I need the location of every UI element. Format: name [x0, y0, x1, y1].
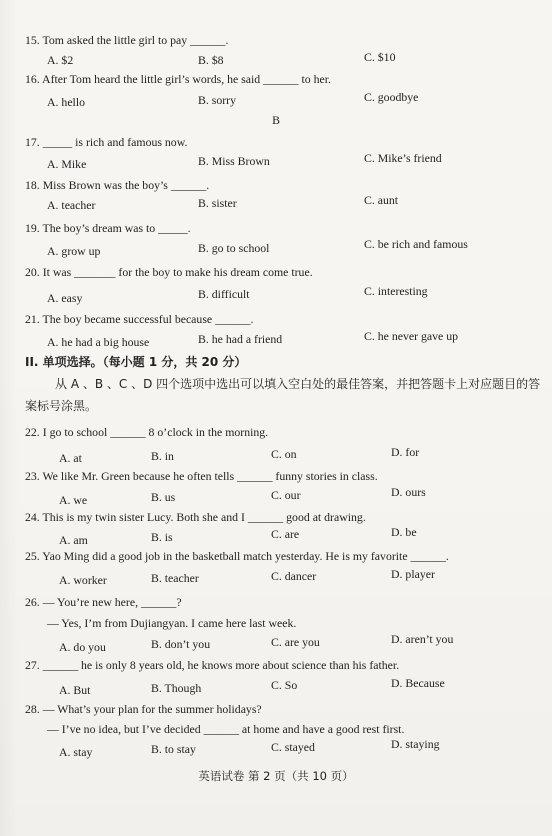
question-16: 16. After Tom heard the little girl’s words, he said ______ to her. — [25, 72, 331, 86]
option-15-b: B. $8 — [198, 53, 224, 67]
option-21-c: C. he never gave up — [364, 329, 459, 343]
option-28-b: B. to stay — [151, 742, 196, 756]
section-ii-heading: II. 单项选择。（每小题 1 分，共 20 分） — [25, 355, 247, 369]
option-21-b: B. he had a friend — [198, 332, 283, 346]
question-15: 15. Tom asked the little girl to pay ______. — [25, 33, 229, 47]
option-16-b: B. sorry — [198, 93, 237, 107]
option-19-c: C. be rich and famous — [364, 237, 468, 251]
option-15-a: A. $2 — [47, 53, 74, 67]
option-28-d: D. staying — [391, 737, 440, 751]
question-28-reply: — I’ve no idea, but I’ve decided ______ at home and have a good rest first. — [47, 722, 405, 736]
option-23-d: D. ours — [391, 485, 426, 499]
option-25-d: D. player — [391, 567, 435, 581]
option-22-d: D. for — [391, 445, 420, 459]
option-18-b: B. sister — [198, 196, 237, 210]
option-20-a: A. easy — [47, 291, 83, 305]
question-24: 24. This is my twin sister Lucy. Both she and I ______ good at drawing. — [25, 510, 366, 524]
option-28-a: A. stay — [59, 745, 93, 759]
option-21-a: A. he had a big house — [47, 335, 150, 349]
option-18-a: A. teacher — [47, 198, 96, 212]
question-19: 19. The boy’s dream was to _____. — [25, 221, 191, 235]
question-22: 22. I go to school ______ 8 o’clock in the morning. — [25, 425, 269, 439]
option-27-b: B. Though — [151, 681, 202, 695]
page-footer: 英语试卷 第 2 页（共 10 页） — [198, 769, 354, 783]
option-20-c: C. interesting — [364, 284, 428, 298]
question-17: 17. _____ is rich and famous now. — [25, 135, 188, 149]
option-15-c: C. $10 — [364, 50, 396, 64]
question-21: 21. The boy became successful because ______. — [25, 312, 254, 326]
option-24-d: D. be — [391, 525, 417, 539]
option-23-c: C. our — [271, 488, 301, 502]
question-26-reply: — Yes, I’m from Dujiangyan. I came here last week. — [47, 616, 297, 630]
option-24-c: C. are — [271, 527, 300, 541]
option-23-a: A. we — [59, 493, 88, 507]
option-17-b: B. Miss Brown — [198, 154, 270, 168]
question-27: 27. ______ he is only 8 years old, he knows more about science than his father. — [25, 658, 400, 672]
option-22-c: C. on — [271, 447, 297, 461]
option-26-d: D. aren’t you — [391, 632, 454, 646]
option-18-c: C. aunt — [364, 193, 399, 207]
option-26-b: B. don’t you — [151, 637, 211, 651]
question-25: 25. Yao Ming did a good job in the basketball match yesterday. He is my favorite ______. — [25, 549, 449, 563]
option-27-a: A. But — [59, 683, 91, 697]
question-20: 20. It was _______ for the boy to make his dream come true. — [25, 265, 313, 279]
question-18: 18. Miss Brown was the boy’s ______. — [25, 178, 210, 192]
option-24-a: A. am — [59, 533, 88, 547]
question-28: 28. — What’s your plan for the summer holidays? — [25, 702, 262, 716]
option-27-c: C. So — [271, 678, 298, 692]
option-17-a: A. Mike — [47, 157, 87, 171]
option-24-b: B. is — [151, 530, 173, 544]
section-ii-instruction-line-1: 从 A 、B 、C 、D 四个选项中选出可以填入空白处的最佳答案，并把答题卡上对应题目的答 — [55, 377, 541, 391]
option-16-a: A. hello — [47, 95, 86, 109]
option-17-c: C. Mike’s friend — [364, 151, 442, 165]
option-27-d: D. Because — [391, 676, 445, 690]
option-23-b: B. us — [151, 490, 176, 504]
option-26-c: C. are you — [271, 635, 320, 649]
section-b-label: B — [272, 113, 280, 127]
option-22-a: A. at — [59, 451, 82, 465]
option-25-a: A. worker — [59, 573, 107, 587]
option-16-c: C. goodbye — [364, 90, 419, 104]
option-25-b: B. teacher — [151, 571, 199, 585]
option-22-b: B. in — [151, 449, 174, 463]
section-ii-instruction-line-2: 案标号涂黑。 — [25, 399, 98, 413]
option-25-c: C. dancer — [271, 569, 317, 583]
option-26-a: A. do you — [59, 640, 106, 654]
option-19-b: B. go to school — [198, 241, 270, 255]
question-23: 23. We like Mr. Green because he often tells ______ funny stories in class. — [25, 469, 378, 483]
option-20-b: B. difficult — [198, 287, 250, 301]
option-19-a: A. grow up — [47, 244, 101, 258]
option-28-c: C. stayed — [271, 740, 315, 754]
question-26: 26. — You’re new here, ______? — [25, 595, 182, 609]
